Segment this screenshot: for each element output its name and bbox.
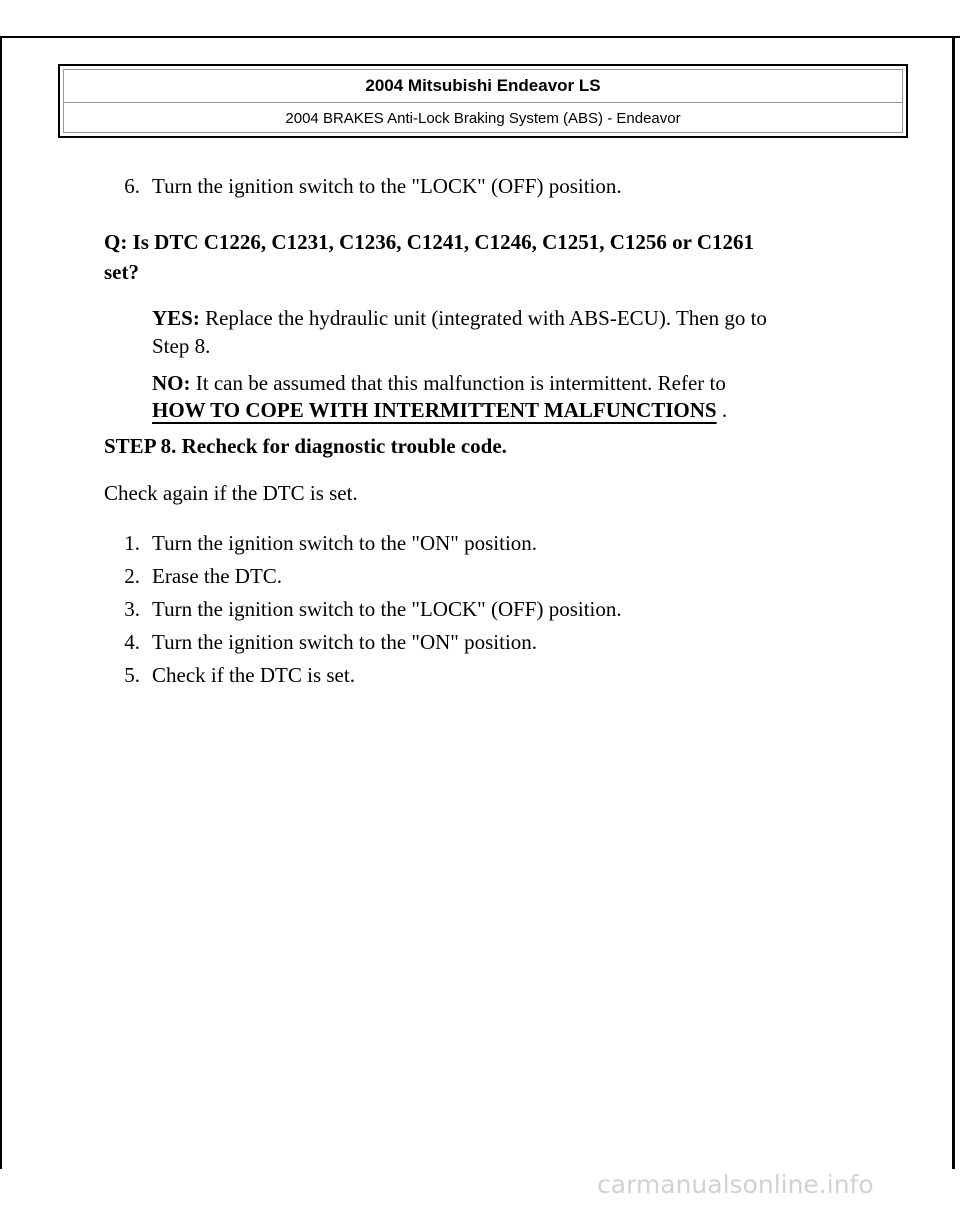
step-4-number: 4. <box>124 630 140 654</box>
step-6-number: 6. <box>124 174 140 198</box>
no-text: It can be assumed that this malfunction is intermittent. Refer to <box>190 371 726 395</box>
step-4-text: Turn the ignition switch to the "ON" position. <box>152 630 538 654</box>
step-1-number: 1. <box>124 531 140 555</box>
page-frame-right <box>952 36 955 1169</box>
step-3-text: Turn the ignition switch to the "LOCK" (OFF) position. <box>152 597 622 621</box>
watermark: carmanualsonline.info <box>597 1170 874 1199</box>
no-link-suffix: . <box>716 398 728 422</box>
intermittent-malfunctions-link[interactable]: HOW TO COPE WITH INTERMITTENT MALFUNCTIONS <box>152 398 717 422</box>
question-line-1: Q: Is DTC C1226, C1231, C1236, C1241, C1246, C1251, C1256 or C1261 <box>104 230 755 254</box>
step-5-number: 5. <box>124 663 140 687</box>
step-6-text: Turn the ignition switch to the "LOCK" (OFF) position. <box>152 174 622 198</box>
document-header <box>58 64 908 138</box>
step-2-text: Erase the DTC. <box>152 564 283 588</box>
yes-label: YES: <box>152 306 200 330</box>
step-3-number: 3. <box>124 597 140 621</box>
question-line-2: set? <box>104 260 139 284</box>
step-2-number: 2. <box>124 564 140 588</box>
yes-text: Replace the hydraulic unit (integrated with ABS-ECU). Then go to <box>199 306 767 330</box>
no-link-line <box>152 398 727 422</box>
header-title: 2004 Mitsubishi Endeavor LS <box>64 70 902 103</box>
step-1-text: Turn the ignition switch to the "ON" position. <box>152 531 538 555</box>
no-label: NO: <box>152 371 191 395</box>
yes-answer <box>152 306 767 330</box>
page-frame-top <box>0 36 960 38</box>
step-5-text: Check if the DTC is set. <box>152 663 355 687</box>
header-inner <box>63 69 903 133</box>
yes-text-line-2: Step 8. <box>152 334 211 358</box>
no-answer <box>152 371 726 395</box>
step-8-intro: Check again if the DTC is set. <box>104 481 358 505</box>
page-frame-left <box>0 36 2 1169</box>
header-subtitle: 2004 BRAKES Anti-Lock Braking System (ABS) - Endeavor <box>285 110 681 127</box>
step-8-heading: STEP 8. Recheck for diagnostic trouble code. <box>104 434 507 458</box>
